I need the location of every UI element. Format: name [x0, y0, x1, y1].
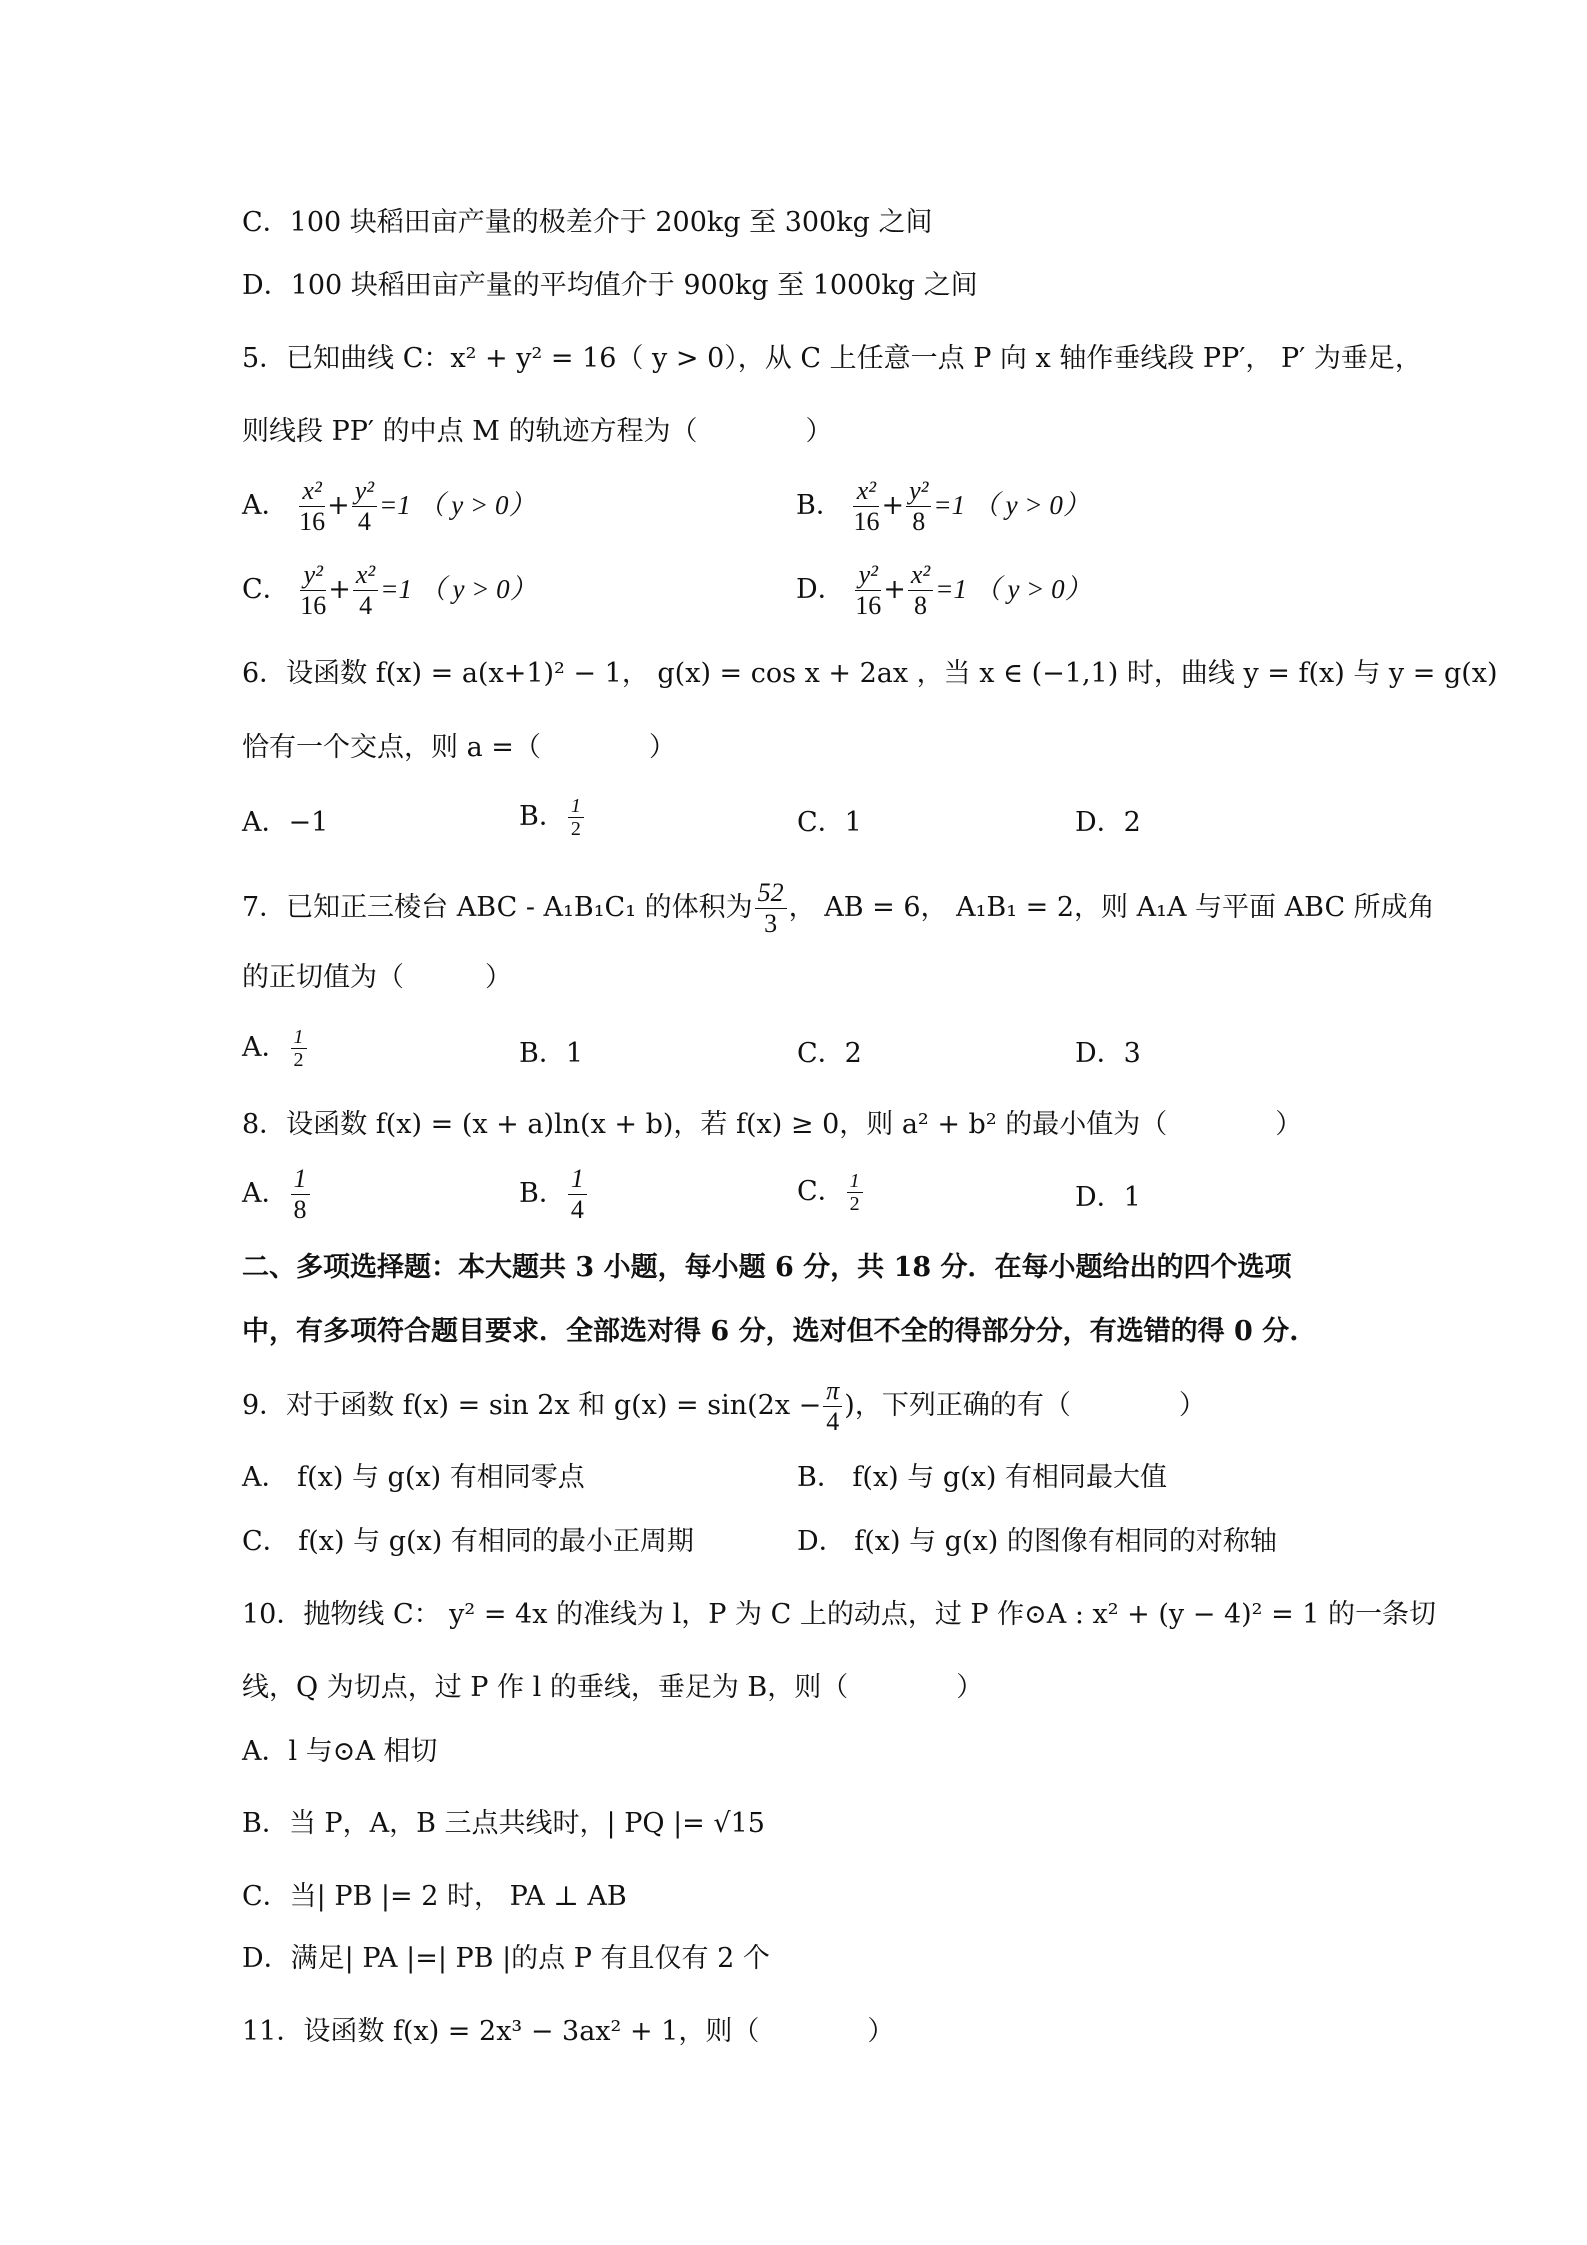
q6-stem-line2: 恰有一个交点，则 a =（ ）	[242, 732, 676, 763]
fraction: $\frac{\text{x²}}{16}$	[853, 476, 880, 536]
q4-option-d: D．100 块稻田亩产量的平均值介于 900kg 至 1000kg 之间	[242, 270, 978, 301]
q11-stem: 11．设函数 f(x) = 2x³ − 3ax² + 1，则（ ）	[242, 2016, 895, 2047]
q10-stem-line2: 线，Q 为切点，过 P 作 l 的垂线，垂足为 B，则（ ）	[242, 1672, 984, 1703]
q9-option-c: C． f(x) 与 g(x) 有相同的最小正周期	[242, 1526, 694, 1557]
q9-option-a: A． f(x) 与 g(x) 有相同零点	[242, 1462, 585, 1493]
fraction: $\frac{1}{2}$	[291, 1026, 307, 1071]
fraction: $\frac{\text{y²}}{16}$	[855, 560, 882, 620]
fraction: $\frac{1}{2}$	[847, 1170, 863, 1215]
q10-stem-line1: 10．抛物线 C： y² = 4x 的准线为 l，P 为 C 上的动点，过 P 作⊙A : x² + (y − 4)² = 1 的一条切	[242, 1599, 1437, 1630]
q8-option-a: A． $\frac{1}{8}$	[242, 1164, 312, 1225]
q10-option-d: D．满足| PA |=| PB |的点 P 有且仅有 2 个	[242, 1943, 770, 1974]
q7-option-b: B．1	[519, 1038, 584, 1069]
q4-option-c: C．100 块稻田亩产量的极差介于 200kg 至 300kg 之间	[242, 207, 933, 238]
q5-stem-line1: 5．已知曲线 C：x² + y² = 16（ y > 0），从 C 上任意一点 P 向 x 轴作垂线段 PP′， P′ 为垂足，	[242, 343, 1422, 374]
q6-stem-line1: 6．设函数 f(x) = a(x+1)² − 1， g(x) = cos x + 2ax ，当 x ∈ (−1,1) 时，曲线 y = f(x) 与 y = g(x)	[242, 658, 1498, 689]
q5-option-c: C． $\frac{\text{y²}}{16}$ + $\frac{\text{x²}}{4}$ =1 （ y > 0）	[242, 560, 537, 620]
q6-option-d: D．2	[1075, 807, 1141, 838]
q9-option-d: D． f(x) 与 g(x) 的图像有相同的对称轴	[797, 1526, 1277, 1557]
fraction: $\frac{\text{x²}}{4}$	[353, 560, 378, 621]
q6-option-b: B． $\frac{1}{2}$	[519, 795, 586, 840]
q9-stem: 9．对于函数 f(x) = sin 2x 和 g(x) = sin(2x − $\frac{\pi}{4}$ )，下列正确的有（ ）	[242, 1376, 1206, 1436]
section2-heading-line2: 中，有多项符合题目要求．全部选对得 6 分，选对但不全的得部分分，有选错的得 0 分.	[242, 1316, 1299, 1347]
q6-option-c: C．1	[797, 807, 862, 838]
q7-stem-line2: 的正切值为（ ）	[242, 962, 512, 993]
q8-option-c: C． $\frac{1}{2}$	[797, 1170, 865, 1215]
fraction: $\frac{1}{4}$	[568, 1164, 587, 1225]
q10-option-a: A．l 与⊙A 相切	[242, 1736, 438, 1767]
fraction: $\frac{\text{y²}}{4}$	[352, 476, 377, 537]
fraction: $\frac{52}{3}$	[755, 878, 787, 939]
q7-option-d: D．3	[1075, 1038, 1141, 1069]
q10-option-c: C．当| PB |= 2 时， PA ⊥ AB	[242, 1881, 627, 1912]
section2-heading-line1: 二、多项选择题：本大题共 3 小题，每小题 6 分，共 18 分．在每小题给出的四个选项	[242, 1252, 1292, 1283]
q8-option-b: B． $\frac{1}{4}$	[519, 1164, 589, 1225]
fraction: $\frac{\text{x²}}{16}$	[299, 476, 326, 536]
fraction: $\frac{\pi}{4}$	[823, 1376, 842, 1437]
q8-option-d: D．1	[1075, 1182, 1141, 1213]
q10-option-b: B．当 P，A，B 三点共线时，| PQ |= √15	[242, 1808, 765, 1839]
fraction: $\frac{1}{8}$	[291, 1164, 310, 1225]
q5-option-d: D． $\frac{\text{y²}}{16}$ + $\frac{\text{x²}}{8}$ =1 （ y > 0）	[796, 560, 1092, 620]
q8-stem: 8．设函数 f(x) = (x + a)ln(x + b)，若 f(x) ≥ 0，则 a² + b² 的最小值为（ ）	[242, 1109, 1303, 1140]
q7-stem-line1: 7．已知正三棱台 ABC - A₁B₁C₁ 的体积为 $\frac{52}{3}$ ， AB = 6， A₁B₁ = 2，则 A₁A 与平面 ABC 所成角	[242, 878, 1435, 938]
q7-option-a: A． $\frac{1}{2}$	[242, 1026, 309, 1071]
q5-option-a: A． $\frac{\text{x²}}{16}$ + $\frac{\text{y²}}{4}$ =1 （ y > 0）	[242, 476, 536, 536]
q7-option-c: C．2	[797, 1038, 862, 1069]
fraction: $\frac{\text{y²}}{16}$	[300, 560, 327, 620]
fraction: $\frac{\text{y²}}{8}$	[906, 476, 931, 537]
fraction: $\frac{1}{2}$	[568, 795, 584, 840]
fraction: $\frac{\text{x²}}{8}$	[908, 560, 933, 621]
q5-option-b: B． $\frac{\text{x²}}{16}$ + $\frac{\text{y²}}{8}$ =1 （ y > 0）	[796, 476, 1090, 536]
q6-option-a: A．−1	[242, 807, 329, 838]
q5-stem-line2: 则线段 PP′ 的中点 M 的轨迹方程为（ ）	[242, 416, 833, 447]
q9-option-b: B． f(x) 与 g(x) 有相同最大值	[797, 1462, 1168, 1493]
